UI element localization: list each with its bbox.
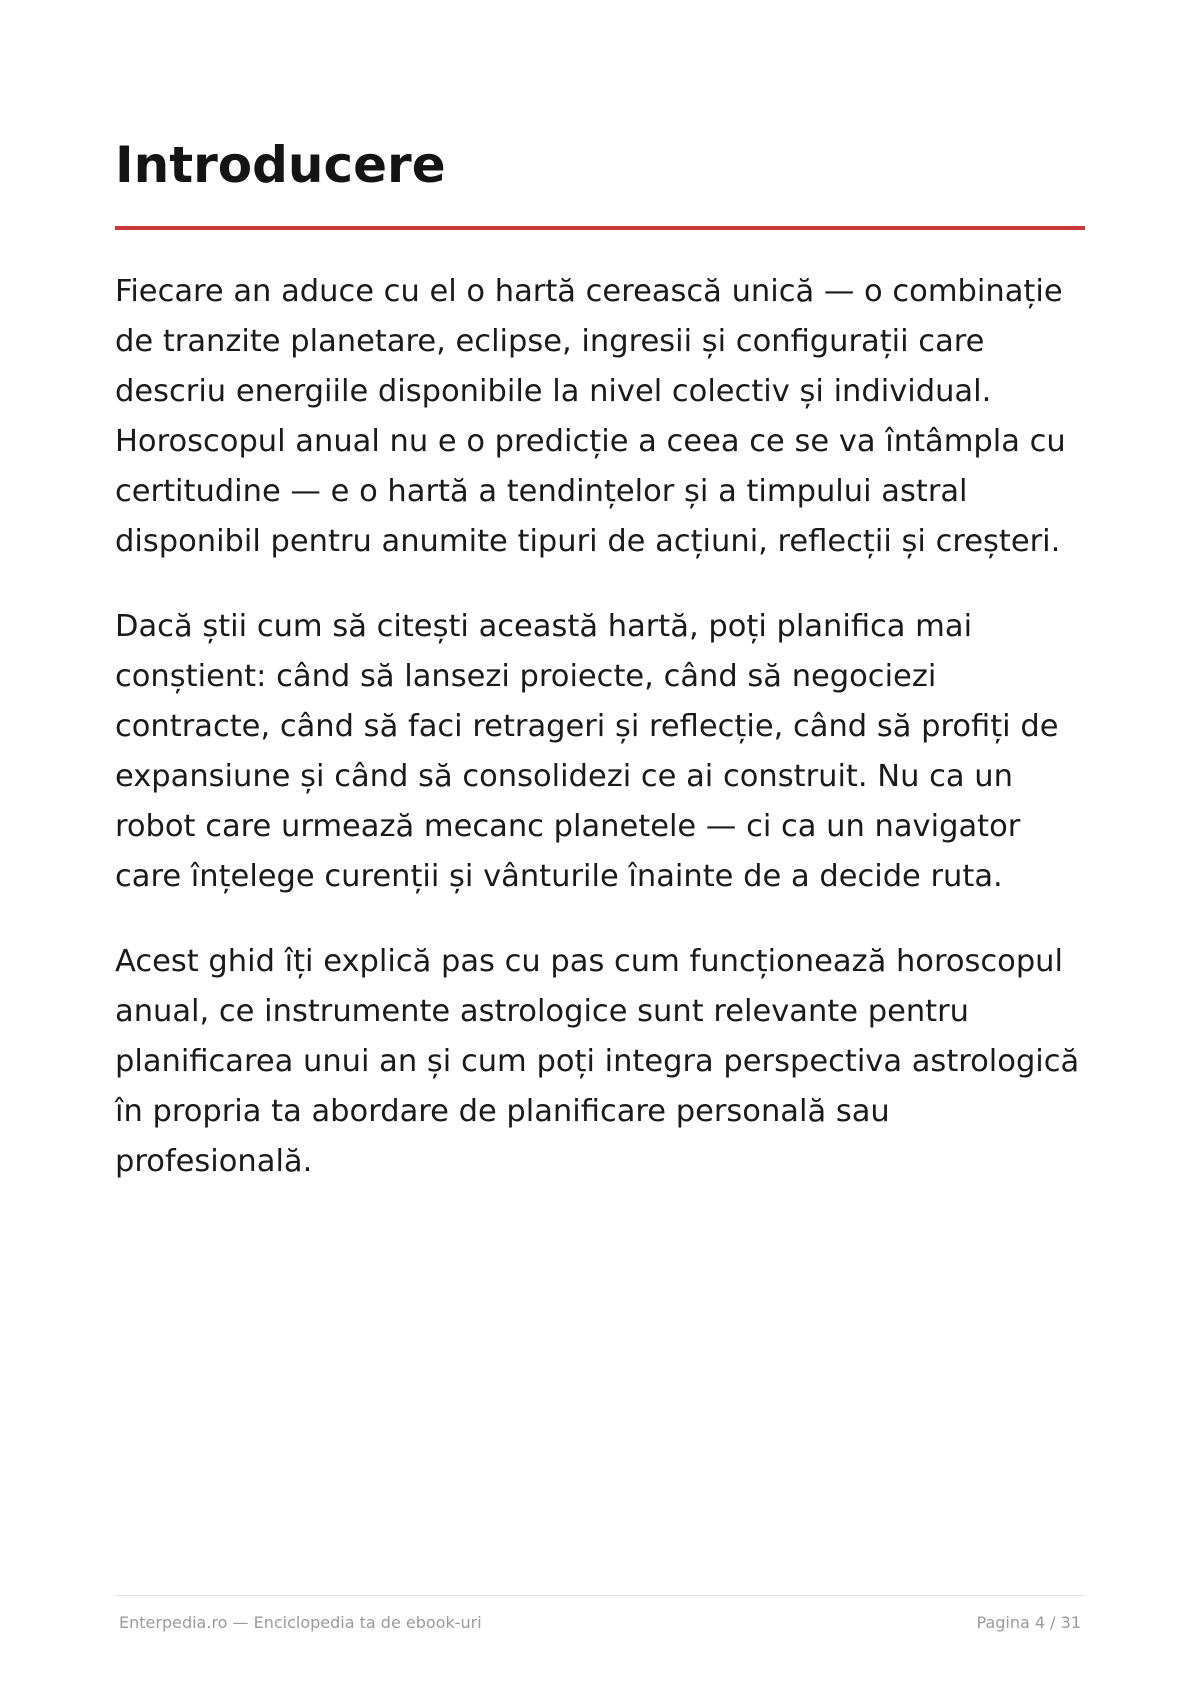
body-text bbox=[115, 267, 1085, 1222]
footer-page-number: Pagina 4 / 31 bbox=[976, 1613, 1081, 1632]
document-page bbox=[115, 0, 1085, 1683]
paragraph-intro: Fiecare an aduce cu el o hartă cerească unică — o combinație de tranzite planetare, eclipse, ingresii și configurații care descriu energiile disponibile la nivel colectiv și individual. Horoscopul anual nu e o predicție a ceea ce se va întâmpla cu certitudine — e o hartă a tendințelor și a timpului astral disponibil pentru anumite tipuri de acțiuni, reflecții și creșteri. bbox=[115, 274, 1066, 559]
title-underline bbox=[115, 226, 1085, 230]
section-title: Introducere bbox=[115, 136, 446, 194]
paragraph-guide: Acest ghid îți explică pas cu pas cum funcționează horoscopul anual, ce instrumente astrologice sunt relevante pentru planificarea unui an și cum poți integra perspectiva astrologică în propria ta abordare de planificare personală sau profesională. bbox=[115, 944, 1080, 1179]
paragraph-planning: Dacă știi cum să citești această hartă, poți planifica mai conștient: când să lansezi proiecte, când să negociezi contracte, când să faci retrageri și reflecție, când să profiți de expansiune și când să consolidezi ce ai construit. Nu ca un robot care urmează mecanc planetele — ci ca un navigator care înțelege curenții și vânturile înainte de a decide ruta. bbox=[115, 609, 1059, 894]
footer-site-label: Enterpedia.ro — Enciclopedia ta de ebook-uri bbox=[119, 1613, 482, 1632]
footer-divider bbox=[115, 1595, 1085, 1596]
